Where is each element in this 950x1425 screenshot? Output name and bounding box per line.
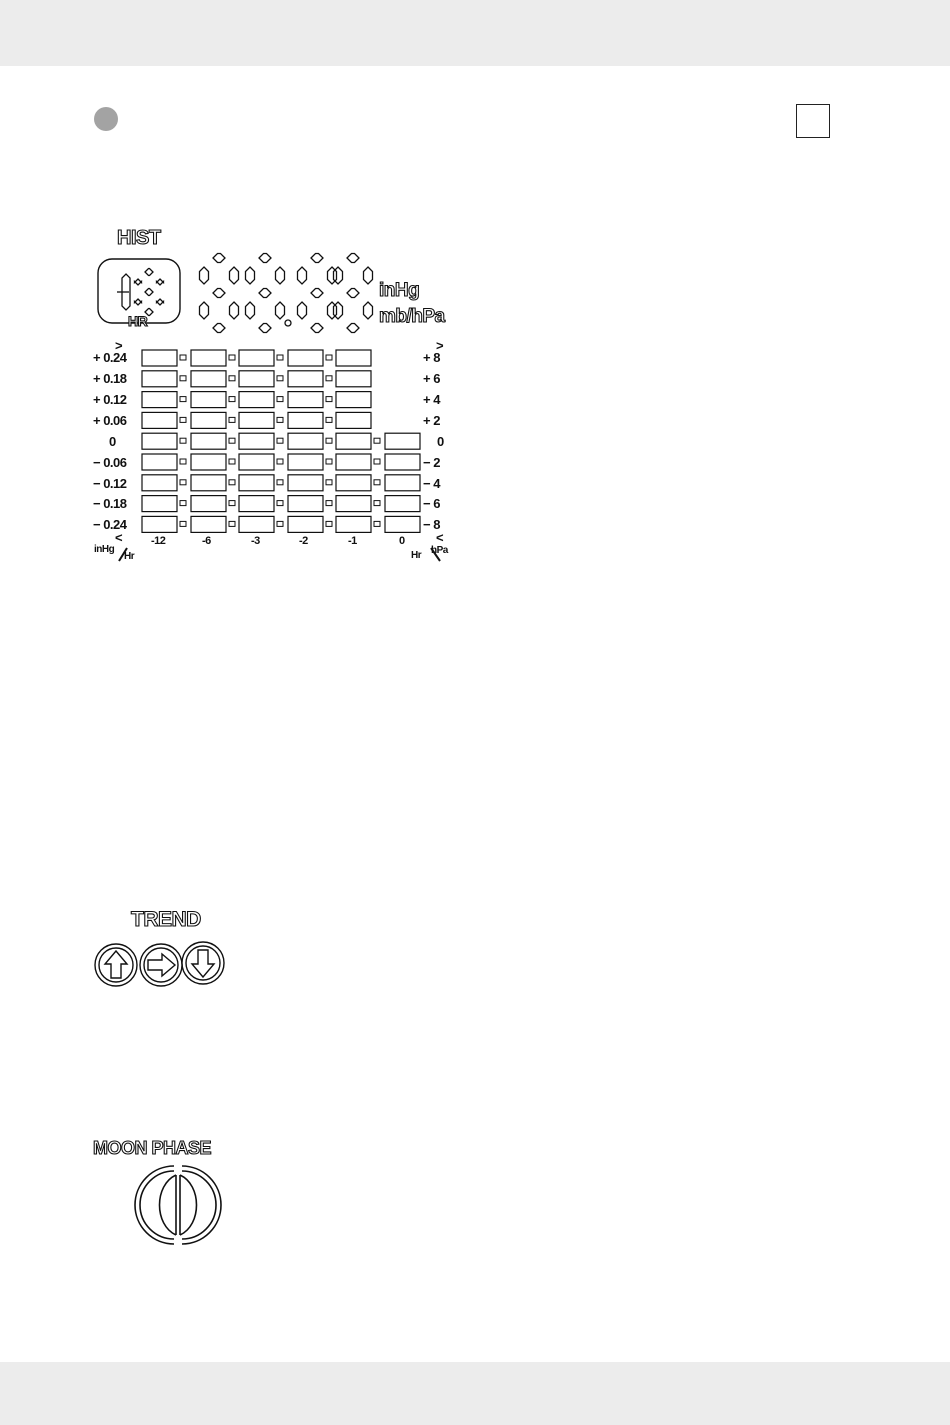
right-unit-hr: Hr (411, 550, 422, 561)
bar-cell (288, 371, 323, 387)
bar-cell (336, 496, 371, 512)
right-unit-hpa: hPa (431, 545, 448, 556)
bar-connector (229, 438, 235, 443)
bar-cell (142, 371, 177, 387)
decimal-point (285, 320, 291, 326)
trend-label: TREND (131, 908, 201, 931)
right-scale-6: − 4 (423, 476, 440, 491)
right-scale-4: 0 (437, 434, 444, 449)
bar-cell (336, 516, 371, 532)
hour-tick-5: 0 (399, 535, 405, 547)
bar-cell (142, 475, 177, 491)
bar-cell (239, 371, 274, 387)
bar-connector (180, 521, 186, 526)
bar-cell (288, 433, 323, 449)
bar-cell (385, 433, 420, 449)
bar-connector (374, 521, 380, 526)
hour-tick-2: -3 (251, 535, 260, 547)
bar-connector (374, 501, 380, 506)
pressure-digit-3 (298, 254, 337, 333)
bar-connector (180, 438, 186, 443)
bar-connector (374, 459, 380, 464)
bar-connector (277, 501, 283, 506)
hist-digit-2 (135, 269, 164, 316)
bar-connector (277, 459, 283, 464)
pressure-digit-1 (200, 254, 239, 333)
unit-slashes (110, 542, 460, 564)
bar-connector (277, 521, 283, 526)
section-dot-icon (94, 107, 118, 131)
bar-cell (336, 392, 371, 408)
bar-connector (326, 459, 332, 464)
bar-cell (142, 496, 177, 512)
bar-cell (142, 516, 177, 532)
left-scale-4: 0 (109, 434, 116, 449)
bar-cell (385, 454, 420, 470)
hr-label: HR (128, 313, 148, 329)
hist-label: HIST (117, 227, 161, 249)
bar-connector (180, 355, 186, 360)
bar-cell (288, 350, 323, 366)
page-marker-box (796, 104, 830, 138)
left-scale-5: − 0.06 (93, 455, 127, 470)
bar-connector (277, 480, 283, 485)
bar-connector (229, 501, 235, 506)
bar-cell (142, 412, 177, 428)
left-unit-hr: Hr (124, 551, 135, 562)
bar-connector (229, 397, 235, 402)
right-scale-7: − 6 (423, 496, 440, 511)
bar-connector (229, 521, 235, 526)
right-scale-8: − 8 (423, 517, 440, 532)
bar-connector (326, 521, 332, 526)
bar-connector (326, 501, 332, 506)
left-scale-8: − 0.24 (93, 517, 127, 532)
bar-cell (385, 475, 420, 491)
bar-cell (191, 454, 226, 470)
bar-connector (180, 376, 186, 381)
bar-cell (191, 371, 226, 387)
hist-digit-1 (117, 274, 130, 310)
arrow-up-icon (95, 944, 137, 986)
bar-cell (385, 496, 420, 512)
bar-cell (336, 412, 371, 428)
right-scale-2: + 4 (423, 392, 440, 407)
bar-cell (142, 350, 177, 366)
right-scale-3: + 2 (423, 413, 440, 428)
bar-cell (239, 496, 274, 512)
top-band (0, 0, 950, 66)
bar-connector (277, 376, 283, 381)
bottom-band (0, 1362, 950, 1425)
right-scale-1: + 6 (423, 371, 440, 386)
right-down-arrow: < (436, 530, 444, 545)
left-scale-1: + 0.18 (93, 371, 127, 386)
hour-tick-0: -12 (151, 535, 166, 547)
pressure-digit-2 (246, 254, 285, 333)
bar-cell (288, 475, 323, 491)
bar-connector (326, 376, 332, 381)
bar-connector (326, 417, 332, 422)
bar-connector (229, 417, 235, 422)
hour-tick-3: -2 (299, 535, 308, 547)
bar-cell (385, 516, 420, 532)
bar-cell (191, 433, 226, 449)
bar-cell (191, 516, 226, 532)
bar-connector (326, 397, 332, 402)
bar-cell (142, 392, 177, 408)
right-up-arrow: > (436, 338, 444, 353)
pressure-display (90, 222, 470, 567)
left-scale-6: − 0.12 (93, 476, 127, 491)
left-scale-2: + 0.12 (93, 392, 127, 407)
left-scale-0: + 0.24 (93, 350, 127, 365)
arrow-down-icon (182, 942, 224, 984)
bar-cell (239, 392, 274, 408)
bar-connector (326, 480, 332, 485)
unit-inhg: inHg (379, 280, 420, 301)
bar-cell (288, 412, 323, 428)
bar-cell (239, 475, 274, 491)
moon-phase-label: MOON PHASE (93, 1138, 212, 1158)
bar-cell (191, 412, 226, 428)
hour-tick-1: -6 (202, 535, 211, 547)
bar-cell (239, 454, 274, 470)
bar-connector (326, 438, 332, 443)
bar-connector (277, 438, 283, 443)
bar-cell (239, 516, 274, 532)
bar-cell (336, 454, 371, 470)
bar-connector (180, 480, 186, 485)
bar-connector (277, 397, 283, 402)
left-down-arrow: < (115, 530, 123, 545)
bar-cell (191, 392, 226, 408)
unit-mb-hpa: mb/hPa (379, 306, 445, 327)
bar-connector (229, 355, 235, 360)
bar-connector (180, 397, 186, 402)
pressure-digit-4 (334, 254, 373, 333)
bar-cell (288, 454, 323, 470)
right-scale-0: + 8 (423, 350, 440, 365)
bar-connector (180, 459, 186, 464)
moon-phase-icon (90, 1133, 230, 1263)
bar-connector (374, 480, 380, 485)
left-scale-3: + 0.06 (93, 413, 127, 428)
bar-cell (239, 412, 274, 428)
bar-connector (229, 376, 235, 381)
bar-connector (374, 438, 380, 443)
bar-cell (288, 496, 323, 512)
left-up-arrow: > (115, 338, 123, 353)
bar-cell (288, 392, 323, 408)
left-unit-inhg: inHg (94, 544, 115, 555)
bar-connector (229, 459, 235, 464)
bar-connector (180, 417, 186, 422)
bar-cell (336, 371, 371, 387)
bar-cell (336, 433, 371, 449)
bar-cell (142, 454, 177, 470)
bar-cell (239, 350, 274, 366)
bar-connector (326, 355, 332, 360)
arrow-right-icon (140, 944, 182, 986)
bar-cell (288, 516, 323, 532)
bar-connector (180, 501, 186, 506)
trend-icons (90, 905, 240, 995)
bar-connector (229, 480, 235, 485)
bar-cell (191, 350, 226, 366)
hour-tick-4: -1 (348, 535, 357, 547)
bar-cell (336, 475, 371, 491)
left-scale-7: − 0.18 (93, 496, 127, 511)
bar-connector (277, 355, 283, 360)
bar-connector (277, 417, 283, 422)
bar-cell (191, 475, 226, 491)
bar-cell (191, 496, 226, 512)
bar-cell (142, 433, 177, 449)
right-scale-5: − 2 (423, 455, 440, 470)
bar-cell (239, 433, 274, 449)
bar-cell (336, 350, 371, 366)
